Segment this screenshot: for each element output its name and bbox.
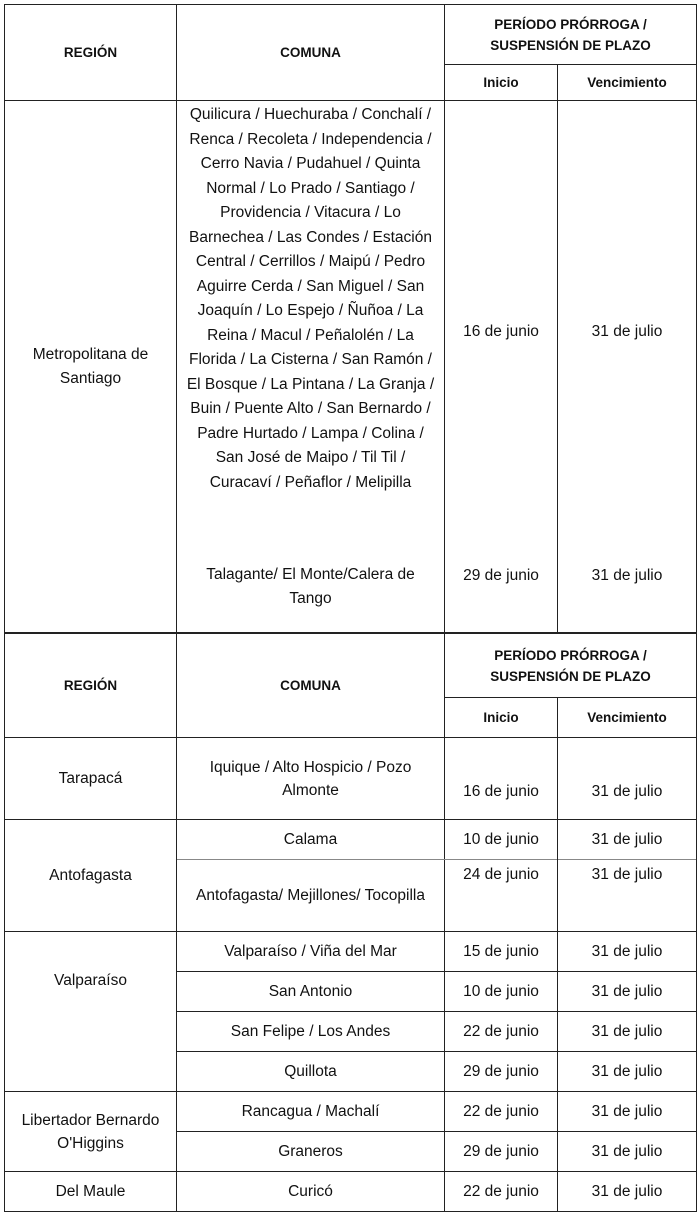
comuna-santiago-b: Talagante/ El Monte/Calera de Tango	[177, 563, 445, 633]
regions-table	[4, 633, 697, 1212]
inicio-cell: 10 de junio	[445, 972, 558, 1012]
comuna-cell: Graneros	[177, 1132, 445, 1172]
venc-cell: 31 de julio	[558, 1012, 697, 1052]
venc-cell: 31 de julio	[558, 738, 697, 820]
table-row	[5, 1172, 697, 1212]
inicio-cell: 16 de junio	[445, 738, 558, 820]
region-santiago: Metropolitana de Santiago	[5, 101, 177, 633]
inicio-cell: 10 de junio	[445, 820, 558, 860]
inicio-cell: 22 de junio	[445, 1172, 558, 1212]
venc-santiago-b: 31 de julio	[558, 563, 697, 633]
header-region-2: REGIÓN	[5, 634, 177, 738]
header-region: REGIÓN	[5, 5, 177, 101]
comuna-cell: Valparaíso / Viña del Mar	[177, 932, 445, 972]
table-row	[5, 738, 697, 820]
header-comuna: COMUNA	[177, 5, 445, 101]
header-periodo-2: PERÍODO PRÓRROGA / SUSPENSIÓN DE PLAZO	[445, 634, 697, 698]
table-row	[5, 1092, 697, 1132]
venc-cell: 31 de julio	[558, 932, 697, 972]
comuna-cell: San Felipe / Los Andes	[177, 1012, 445, 1052]
inicio-santiago-b: 29 de junio	[445, 563, 558, 633]
venc-cell: 31 de julio	[558, 1132, 697, 1172]
venc-cell: 31 de julio	[558, 1092, 697, 1132]
inicio-cell: 29 de junio	[445, 1052, 558, 1092]
santiago-table	[4, 4, 697, 633]
region-cell: Libertador Bernardo O'Higgins	[5, 1092, 177, 1172]
comuna-cell: Antofagasta/ Mejillones/ Tocopilla	[177, 860, 445, 932]
inicio-cell: 24 de junio	[445, 860, 558, 932]
inicio-cell: 22 de junio	[445, 1012, 558, 1052]
region-cell: Antofagasta	[5, 820, 177, 932]
header-inicio-2: Inicio	[445, 698, 558, 738]
venc-cell: 31 de julio	[558, 972, 697, 1012]
table-row	[5, 820, 697, 860]
inicio-santiago-a: 16 de junio	[445, 101, 558, 563]
header-comuna-2: COMUNA	[177, 634, 445, 738]
venc-cell: 31 de julio	[558, 1052, 697, 1092]
comuna-cell: San Antonio	[177, 972, 445, 1012]
region-cell: Tarapacá	[5, 738, 177, 820]
comuna-cell: Quillota	[177, 1052, 445, 1092]
venc-cell: 31 de julio	[558, 1172, 697, 1212]
venc-cell: 31 de julio	[558, 860, 697, 932]
comuna-cell: Calama	[177, 820, 445, 860]
comuna-cell: Iquique / Alto Hospicio / Pozo Almonte	[177, 738, 445, 820]
region-cell: Valparaíso	[5, 932, 177, 1092]
region-cell: Del Maule	[5, 1172, 177, 1212]
comuna-cell: Curicó	[177, 1172, 445, 1212]
header-inicio: Inicio	[445, 65, 558, 101]
venc-cell: 31 de julio	[558, 820, 697, 860]
header-vencimiento-2: Vencimiento	[558, 698, 697, 738]
comuna-santiago-a: Quilicura / Huechuraba / Conchalí / Renca / Recoleta / Independencia / Cerro Navia / Pudahuel / Quinta Normal / Lo Prado / Santiago / Providencia / Vitacura / Lo Barnechea / Las Condes / Estación Central / Cerrillos / Maipú / Pedro Aguirre Cerda / San Miguel / San Joaquín / Lo Espejo / Ñuñoa / La Reina / Macul / Peñalolén / La Florida / La Cisterna / San Ramón / El Bosque / La Pintana / La Granja / Buin / Puente Alto / San Bernardo / Padre Hurtado / Lampa / Colina / San José de Maipo / Til Til / Curacaví / Peñaflor / Melipilla	[177, 101, 445, 563]
inicio-cell: 29 de junio	[445, 1132, 558, 1172]
header-vencimiento: Vencimiento	[558, 65, 697, 101]
inicio-cell: 15 de junio	[445, 932, 558, 972]
venc-santiago-a: 31 de julio	[558, 101, 697, 563]
comuna-cell: Rancagua / Machalí	[177, 1092, 445, 1132]
inicio-cell: 22 de junio	[445, 1092, 558, 1132]
table-row	[5, 932, 697, 972]
header-periodo: PERÍODO PRÓRROGA / SUSPENSIÓN DE PLAZO	[445, 5, 697, 65]
